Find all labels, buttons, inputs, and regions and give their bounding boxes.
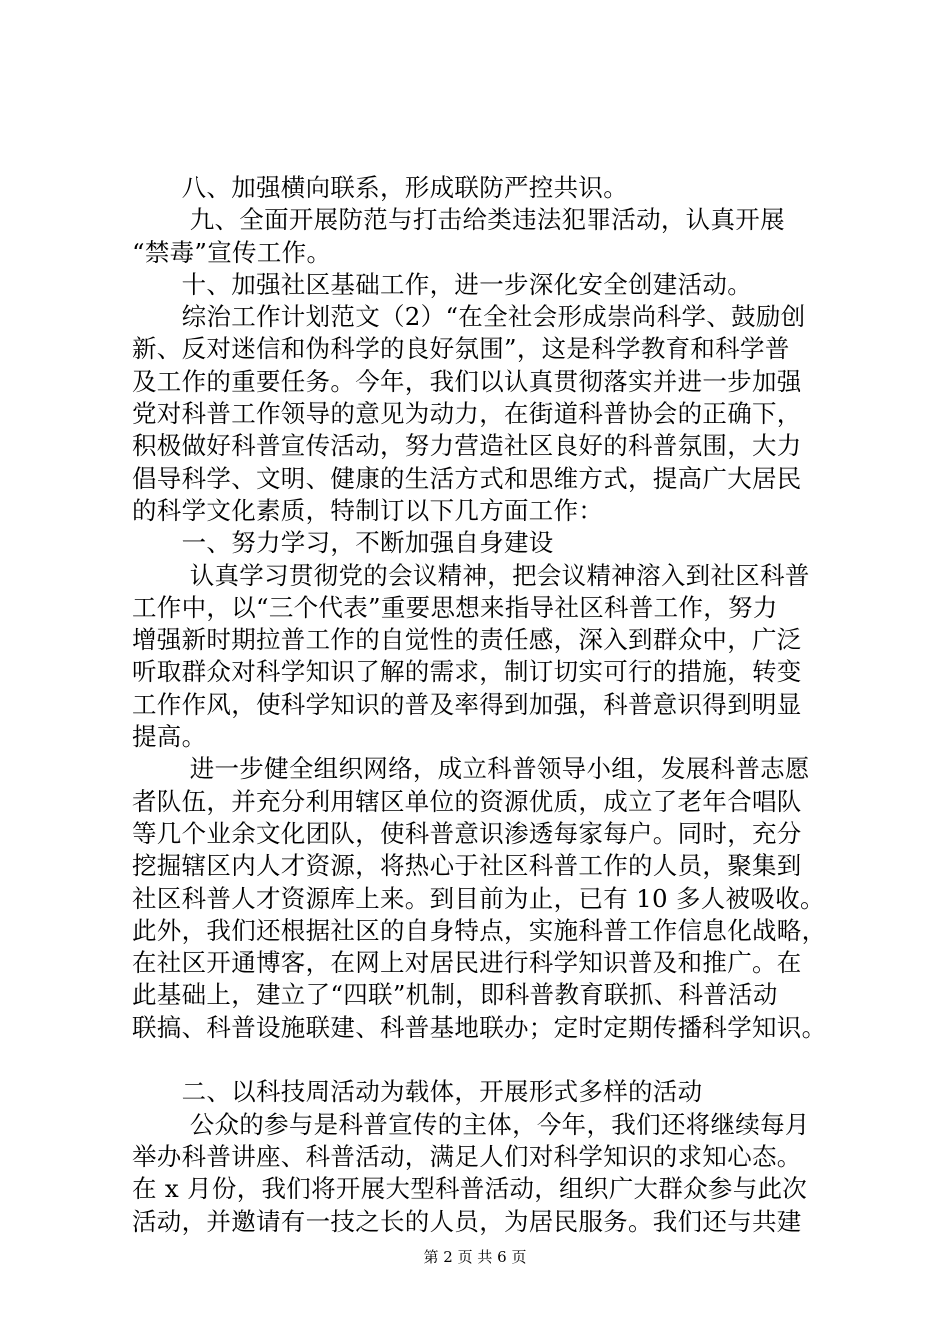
text-line: 提高。 bbox=[132, 722, 207, 752]
page-footer: 第 2 页 共 6 页 bbox=[423, 1248, 527, 1266]
text-line: 进一步健全组织网络，成立科普领导小组，发展科普志愿 bbox=[132, 754, 810, 784]
text-line: 二、以科技周活动为载体，开展形式多样的活动 bbox=[132, 1077, 703, 1107]
text-line: 举办科普讲座、科普活动，满足人们对科学知识的求知心态。 bbox=[132, 1141, 802, 1171]
text-line: 此外，我们还根据社区的自身特点，实施科普工作信息化战略， bbox=[132, 915, 827, 945]
text-line: 挖掘辖区内人才资源，将热心于社区科普工作的人员，聚集到 bbox=[132, 851, 802, 881]
text-line: 新、反对迷信和伪科学的良好氛围”，这是科学教育和科学普 bbox=[132, 334, 790, 364]
text-line: 等几个业余文化团队，使科普意识渗透每家每户。同时，充分 bbox=[132, 818, 802, 848]
text-line: 听取群众对科学知识了解的需求，制订切实可行的措施，转变 bbox=[132, 657, 802, 687]
text-line: 联搞、科普设施联建、科普基地联办；定时定期传播科学知识。 bbox=[132, 1012, 827, 1042]
text-line: 十、加强社区基础工作，进一步深化安全创建活动。 bbox=[132, 269, 752, 299]
text-line: 积极做好科普宣传活动，努力营造社区良好的科普氛围，大力 bbox=[132, 431, 802, 461]
text-line: “禁毒”宣传工作。 bbox=[132, 237, 332, 267]
document-body bbox=[132, 172, 832, 1238]
text-line: 的科学文化素质，特制订以下几方面工作： bbox=[132, 495, 604, 525]
text-line: 倡导科学、文明、健康的生活方式和思维方式，提高广大居民 bbox=[132, 463, 802, 493]
text-line: 八、加强横向联系，形成联防严控共识。 bbox=[132, 173, 628, 202]
text-line: 认真学习贯彻党的会议精神，把会议精神溶入到社区科普 bbox=[132, 560, 810, 590]
text-line: 一、努力学习，不断加强自身建设 bbox=[132, 528, 554, 558]
text-line: 在社区开通博客，在网上对居民进行科学知识普及和推广。在 bbox=[132, 948, 802, 978]
text-line: 九、全面开展防范与打击给类违法犯罪活动，认真开展 bbox=[132, 205, 785, 235]
text-line: 此基础上，建立了“四联”机制，即科普教育联抓、科普活动 bbox=[132, 980, 778, 1010]
text-line: 在 x 月份，我们将开展大型科普活动，组织广大群众参与此次 bbox=[132, 1174, 808, 1204]
text-line: 综治工作计划范文（2）“在全社会形成崇尚科学、鼓励创 bbox=[132, 302, 806, 332]
blank-line bbox=[132, 1044, 832, 1076]
text-line: 及工作的重要任务。今年，我们以认真贯彻落实并进一步加强 bbox=[132, 366, 802, 396]
text-line: 者队伍，并充分利用辖区单位的资源优质，成立了老年合唱队 bbox=[132, 786, 802, 816]
text-line: 工作作风，使科学知识的普及率得到加强，科普意识得到明显 bbox=[132, 689, 802, 719]
text-line: 工作中，以“三个代表”重要思想来指导社区科普工作，努力 bbox=[132, 592, 778, 622]
text-line: 增强新时期拉普工作的自觉性的责任感，深入到群众中，广泛 bbox=[132, 625, 802, 655]
text-line: 党对科普工作领导的意见为动力，在街道科普协会的正确下， bbox=[132, 399, 802, 429]
text-line: 公众的参与是科普宣传的主体，今年，我们还将继续每月 bbox=[132, 1109, 810, 1139]
text-line: 社区科普人才资源库上来。到目前为止，已有 10 多人被吸收。 bbox=[132, 883, 825, 913]
text-line: 活动，并邀请有一技之长的人员，为居民服务。我们还与共建 bbox=[132, 1206, 802, 1236]
